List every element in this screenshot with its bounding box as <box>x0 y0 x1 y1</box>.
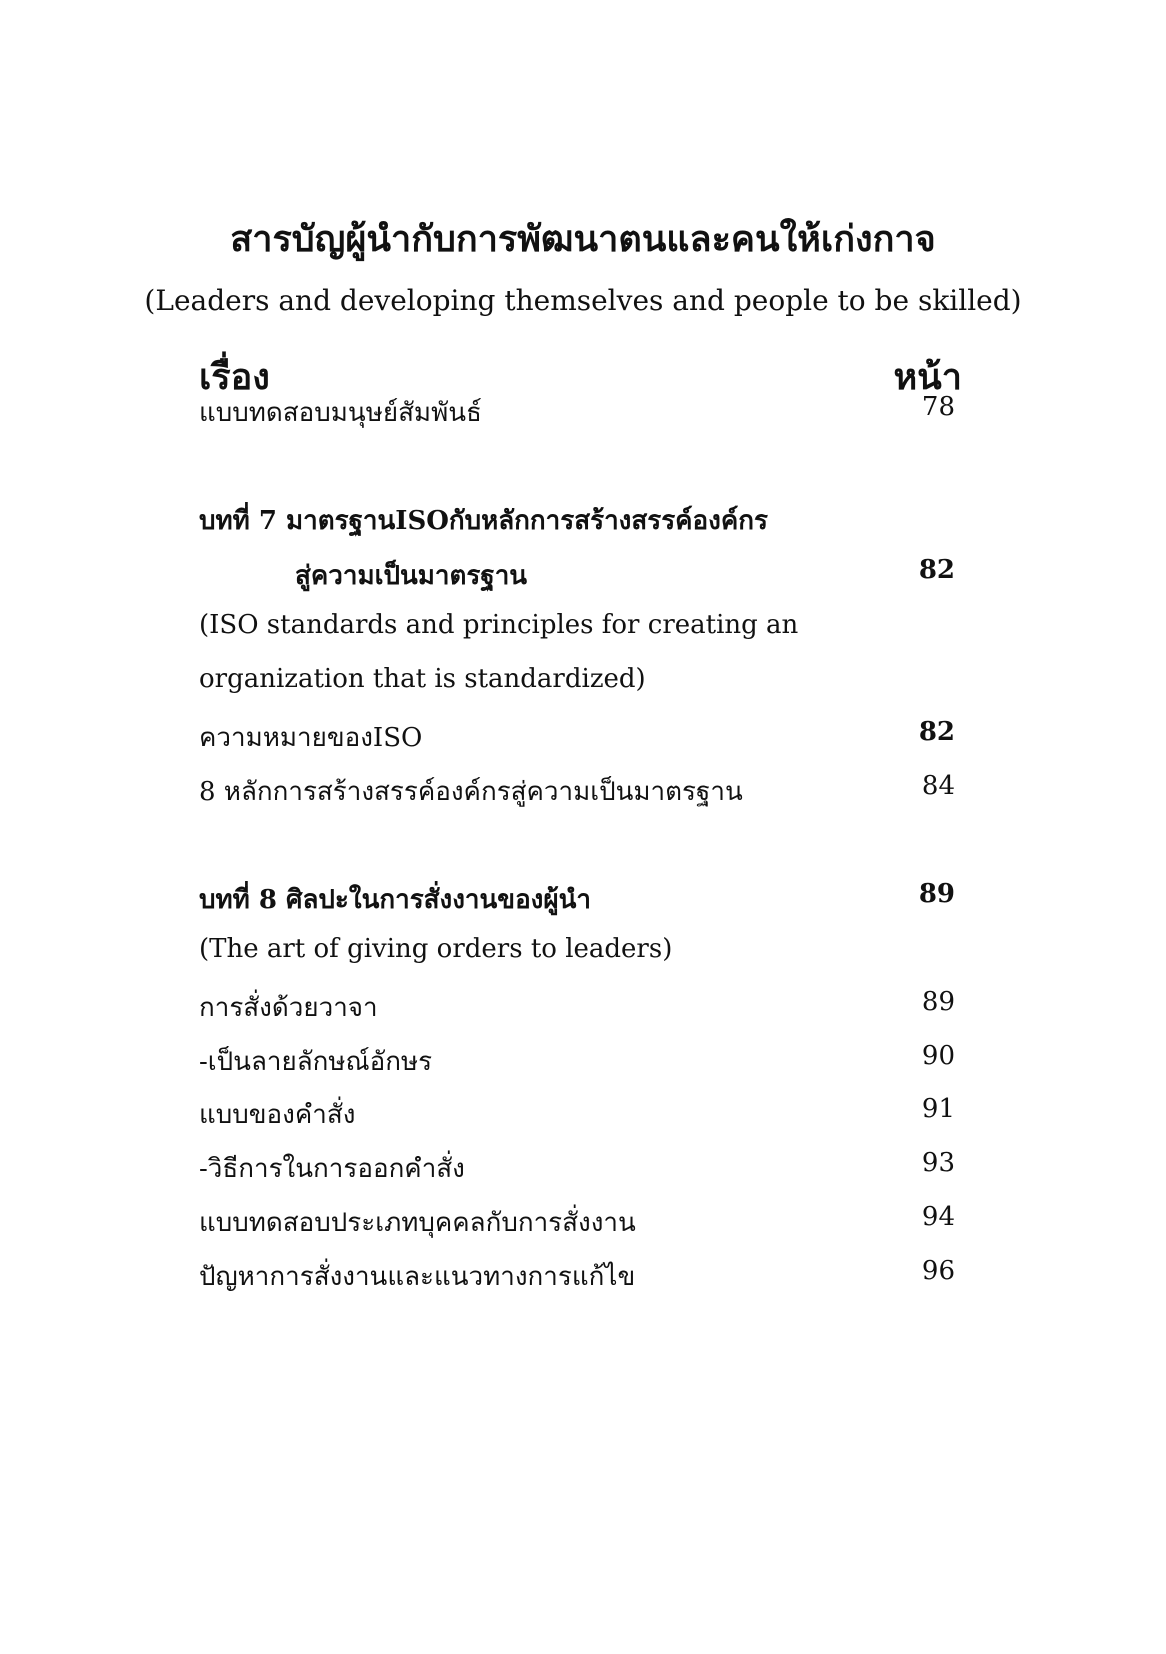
toc-chapter-title: บทที่ 8 ศิลปะในการสั่งงานของผู้นำ <box>199 885 591 915</box>
toc-entry-page: 90 <box>921 1041 955 1071</box>
page-subtitle: (Leaders and developing themselves and people to be skilled) <box>144 284 1022 317</box>
toc-entry-page: 91 <box>921 1094 955 1124</box>
toc-entry-text: การสั่งด้วยวาจา <box>199 993 378 1023</box>
toc-entry-page: 93 <box>921 1148 955 1178</box>
toc-chapter-english: (The art of giving orders to leaders) <box>199 934 673 964</box>
column-header-topic: เรื่อง <box>199 356 270 398</box>
page-title: สารบัญผู้นำกับการพัฒนาตนและคนให้เก่งกาจ <box>230 218 936 260</box>
toc-entry-text: -เป็นลายลักษณ์อักษร <box>199 1047 433 1077</box>
toc-entry-page: 96 <box>921 1256 955 1286</box>
toc-chapter-title-cont: สู่ความเป็นมาตรฐาน <box>295 561 528 591</box>
toc-entry-text: ปัญหาการสั่งงานและแนวทางการแก้ไข <box>199 1262 636 1292</box>
toc-entry-text: แบบทดสอบมนุษย์สัมพันธ์ <box>199 398 482 428</box>
column-header-page: หน้า <box>893 356 962 398</box>
toc-chapter-english-cont: organization that is standardized) <box>199 664 646 694</box>
toc-entry-text: ความหมายของISO <box>199 723 423 753</box>
toc-entry-text: แบบทดสอบประเภทบุคคลกับการสั่งงาน <box>199 1208 636 1238</box>
toc-entry-page: 89 <box>921 987 955 1017</box>
toc-chapter-title: บทที่ 7 มาตรฐานISOกับหลักการสร้างสรรค์องค์กร <box>199 506 768 536</box>
toc-entry-page: 89 <box>918 879 955 909</box>
toc-entry-page: 84 <box>921 771 955 801</box>
toc-entry-text: 8 หลักการสร้างสรรค์องค์กรสู่ความเป็นมาตรฐาน <box>199 777 743 807</box>
toc-entry-page: 78 <box>921 392 955 422</box>
toc-chapter-english: (ISO standards and principles for creating an <box>199 610 799 640</box>
toc-entry-text: แบบของคำสั่ง <box>199 1100 356 1130</box>
toc-entry-text: -วิธีการในการออกคำสั่ง <box>199 1154 465 1184</box>
toc-entry-page: 82 <box>918 555 955 585</box>
toc-entry-page: 82 <box>918 717 955 747</box>
toc-entry-page: 94 <box>921 1202 955 1232</box>
